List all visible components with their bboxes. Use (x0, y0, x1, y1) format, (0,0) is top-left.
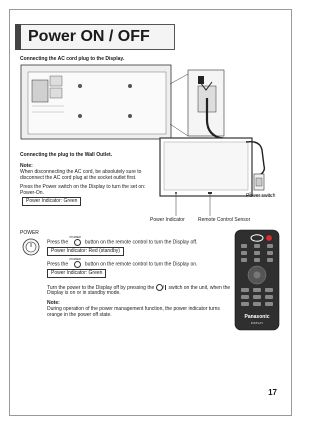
small-power-label: POWER (69, 257, 81, 261)
note-label: Note: (20, 163, 33, 169)
note-line: During operation of the power management function, the power indicator turns (47, 306, 220, 312)
title-box (15, 24, 175, 50)
small-power-label: POWER (69, 235, 81, 239)
switch-line-icon (165, 285, 166, 290)
instruction-text: button on the remote control to turn the Display on. (84, 261, 198, 268)
label-power-indicator: Power Indicator (150, 217, 185, 223)
indicator-green-box: Power Indicator: Green (47, 269, 106, 278)
instruction-text: Display is on or in standby mode. (47, 290, 121, 296)
section-heading-wall-outlet: Connecting the plug to the Wall Outlet. (20, 152, 113, 158)
note-line: When disconnecting the AC cord, be absolutely sure to (20, 169, 142, 175)
note-label: Note: (47, 300, 60, 306)
display-front-illustration (150, 136, 280, 220)
instruction-text: button on the remote control to turn the Display off. (84, 239, 198, 246)
instruction-text: switch on the unit, when the (168, 284, 231, 291)
remote-brand: Panasonic (244, 314, 270, 320)
instruction-on (47, 257, 198, 268)
small-power-button-icon (69, 257, 84, 267)
power-button-icon (22, 238, 40, 256)
title-tab (15, 24, 21, 50)
power-label: POWER (20, 230, 39, 236)
page-title: Power ON / OFF (28, 28, 150, 45)
remote-model: DISPLAY (250, 321, 264, 325)
instruction-off (47, 235, 198, 246)
section-heading-ac-cord: Connecting the AC cord plug to the Display. (20, 56, 125, 62)
power-glyph-icon (74, 261, 81, 268)
display-rear-illustration (20, 64, 250, 144)
instruction-line: Press the Power switch on the Display to turn the set on: (20, 184, 146, 190)
instruction-unit-switch: Turn the power to the Display off by pressing the / switch on the unit, when the (47, 284, 231, 291)
instruction-text: Press the (47, 239, 69, 246)
note-line: disconnect the AC cord plug at the socket outlet first. (20, 175, 137, 181)
instruction-text: Turn the power to the Display off by pressing the (47, 284, 155, 291)
power-glyph-icon (74, 239, 81, 246)
remote-control-illustration (232, 228, 282, 332)
instruction-text: Press the (47, 261, 69, 268)
instruction-line: Power-On. (20, 190, 44, 196)
indicator-red-box: Power Indicator: Red (standby) (47, 247, 124, 256)
small-power-button-icon (69, 235, 84, 245)
label-remote-sensor: Remote Control Sensor (198, 217, 251, 223)
note-line: orange in the power off state. (47, 312, 112, 318)
indicator-green-box: Power Indicator: Green (22, 197, 81, 206)
page-number: 17 (268, 388, 277, 397)
power-switch-glyph-icon (156, 284, 163, 291)
label-power-switch: Power switch (246, 193, 276, 199)
